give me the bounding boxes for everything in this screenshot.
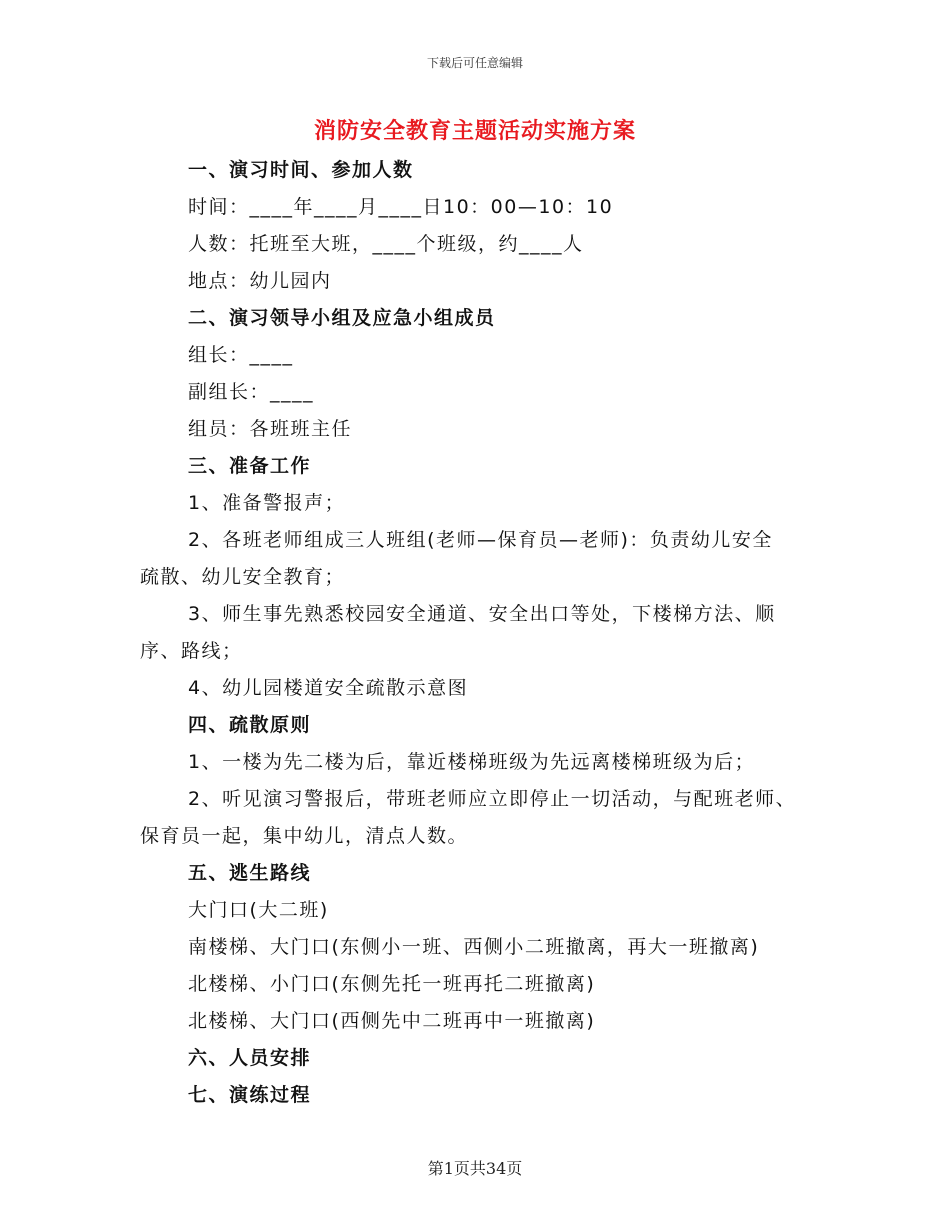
paragraph-line: 地点：幼儿园内: [188, 270, 332, 292]
section-heading: 一、演习时间、参加人数: [188, 159, 414, 181]
paragraph-line: 南楼梯、大门口(东侧小一班、西侧小二班撤离，再大一班撤离): [188, 936, 760, 958]
section-heading: 二、演习领导小组及应急小组成员: [188, 307, 496, 329]
paragraph-line: 时间：____年____月____日10：00—10：10: [188, 196, 614, 218]
page-header: 下载后可任意编辑: [426, 56, 523, 70]
section-heading: 三、准备工作: [188, 455, 312, 477]
paragraph-line: 3、师生事先熟悉校园安全通道、安全出口等处，下楼梯方法、顺: [188, 603, 776, 625]
paragraph-line: 副组长：____: [188, 381, 315, 403]
paragraph-line: 序、路线；: [140, 640, 243, 662]
paragraph-line: 1、准备警报声；: [188, 492, 346, 514]
document-body: [140, 152, 812, 1114]
paragraph-line: 1、一楼为先二楼为后，靠近楼梯班级为先远离楼梯班级为后；: [188, 751, 756, 773]
paragraph-line: 疏散、幼儿安全教育；: [140, 566, 346, 588]
page-footer: 第1页共34页: [427, 1159, 523, 1178]
paragraph-line: 2、各班老师组成三人班组(老师—保育员—老师)：负责幼儿安全: [188, 529, 773, 551]
paragraph-line: 组员：各班班主任: [188, 418, 353, 440]
section-heading: 四、疏散原则: [188, 714, 312, 736]
document-title: 消防安全教育主题活动实施方案: [313, 118, 636, 144]
paragraph-line: 大门口(大二班): [188, 899, 329, 921]
paragraph-line: 北楼梯、大门口(西侧先中二班再中一班撤离): [188, 1010, 596, 1032]
paragraph-line: 组长：____: [188, 344, 294, 366]
paragraph-line: 4、幼儿园楼道安全疏散示意图: [188, 677, 469, 699]
paragraph-line: 人数：托班至大班，____个班级，约____人: [188, 233, 584, 255]
section-heading: 七、演练过程: [188, 1084, 312, 1106]
section-heading: 六、人员安排: [188, 1047, 312, 1069]
paragraph-line: 2、听见演习警报后，带班老师应立即停止一切活动，与配班老师、: [188, 788, 797, 810]
paragraph-line: 北楼梯、小门口(东侧先托一班再托二班撤离): [188, 973, 596, 995]
section-heading: 五、逃生路线: [188, 862, 312, 884]
paragraph-line: 保育员一起，集中幼儿，清点人数。: [140, 825, 469, 847]
